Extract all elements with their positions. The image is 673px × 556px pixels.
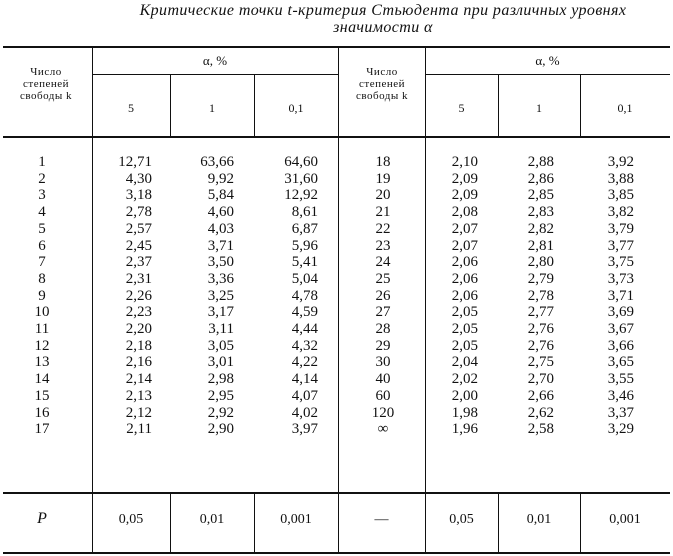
table-cell: 3,37	[607, 404, 634, 421]
table-cell: 26	[375, 287, 391, 304]
table-cell: 9	[38, 287, 46, 304]
v-rule-5	[425, 46, 426, 553]
table-cell: 2,75	[527, 354, 554, 371]
table-cell: 23	[375, 237, 391, 254]
table-cell: 4	[38, 204, 46, 221]
table-cell: 2,82	[527, 220, 554, 237]
table-cell: 12,92	[284, 187, 318, 204]
table-cell: 20	[375, 187, 391, 204]
table-cell: 3,69	[607, 304, 634, 321]
table-cell: 2,80	[527, 254, 554, 271]
header-level-5-left: 5	[128, 101, 134, 115]
table-cell: 16	[34, 404, 50, 421]
table-cell: 2,95	[207, 387, 234, 404]
header-level-1-left: 1	[209, 101, 215, 115]
table-cell: 13	[34, 354, 50, 371]
table-cell: 2,76	[527, 321, 554, 338]
footer-right-1: 0,01	[526, 512, 552, 527]
alpha-underline-right	[425, 74, 670, 75]
table-cell: 5,41	[291, 254, 318, 271]
table-cell: 2,26	[125, 287, 152, 304]
table-cell: 4,30	[125, 170, 152, 187]
table-cell: 3,11	[208, 321, 234, 338]
left-a1-column	[178, 154, 234, 438]
table-cell: 2,78	[125, 204, 152, 221]
table-cell: 3,36	[207, 270, 234, 287]
left-k-column	[20, 154, 64, 438]
table-cell: 4,03	[207, 220, 234, 237]
right-a1-column	[506, 154, 554, 438]
table-cell: 2,57	[125, 220, 152, 237]
table-cell: 2,08	[451, 204, 478, 221]
table-cell: 2,83	[527, 204, 554, 221]
header-level-5-right: 5	[458, 101, 465, 115]
table-cell: 2,13	[125, 387, 152, 404]
header-k-right: Число степеней свободы k	[355, 66, 409, 102]
table-cell: 3,92	[607, 154, 634, 170]
table-cell: 2,76	[527, 337, 554, 354]
table-cell: 2,77	[527, 304, 554, 321]
table-cell: 2,92	[207, 404, 234, 421]
table-cell: 5,04	[291, 270, 318, 287]
table-cell: 2,09	[451, 187, 478, 204]
table-cell: ∞	[377, 421, 389, 438]
table-cell: 25	[375, 270, 391, 287]
table-cell: 2,00	[451, 387, 478, 404]
table-cell: 2,05	[451, 304, 478, 321]
table-cell: 3,05	[207, 337, 234, 354]
table-cell: 3,67	[607, 321, 634, 338]
table-cell: 2,12	[125, 404, 152, 421]
table-cell: 4,60	[207, 204, 234, 221]
header-level-1-right: 1	[536, 101, 542, 115]
table-cell: 2,66	[527, 387, 554, 404]
table-cell: 4,02	[291, 404, 318, 421]
table-cell: 3,77	[607, 237, 634, 254]
footer-bottom-rule	[3, 552, 670, 554]
right-a01-column	[588, 154, 634, 438]
table-cell: 17	[34, 421, 50, 438]
table-cell: 4,78	[291, 287, 318, 304]
table-cell: 1,96	[451, 421, 478, 438]
table-cell: 40	[375, 371, 391, 388]
header-level-01-left: 0,1	[288, 101, 304, 115]
table-cell: 12,71	[118, 154, 152, 170]
table-cell: 2,05	[451, 321, 478, 338]
table-cell: 4,44	[291, 321, 318, 338]
table-cell: 3,71	[607, 287, 634, 304]
table-cell: 2,20	[125, 321, 152, 338]
table-cell: 3	[38, 187, 46, 204]
table-cell: 7	[38, 254, 46, 271]
table-cell: 2,18	[125, 337, 152, 354]
footer-left-01: 0,001	[280, 512, 312, 527]
header-level-01-right: 0,1	[617, 101, 633, 115]
table-cell: 4,22	[291, 354, 318, 371]
footer-top-rule	[3, 492, 670, 494]
table-cell: 22	[375, 220, 391, 237]
table-cell: 3,73	[607, 270, 634, 287]
table-cell: 120	[371, 404, 395, 421]
table-cell: 2,23	[125, 304, 152, 321]
table-cell: 12	[34, 337, 50, 354]
table-cell: 5	[38, 220, 46, 237]
table-cell: 2,45	[125, 237, 152, 254]
table-cell: 2,07	[451, 220, 478, 237]
table-cell: 2,79	[527, 270, 554, 287]
table-cell: 3,18	[125, 187, 152, 204]
footer-p-label: P	[37, 510, 47, 527]
table-cell: 2,06	[451, 254, 478, 271]
table-cell: 6,87	[291, 220, 318, 237]
table-cell: 4,14	[291, 371, 318, 388]
footer-dash: —	[374, 512, 389, 527]
table-cell: 3,75	[607, 254, 634, 271]
top-rule	[3, 46, 670, 48]
table-cell: 2,85	[527, 187, 554, 204]
table-cell: 2,98	[207, 371, 234, 388]
v-rule-1	[92, 46, 93, 553]
table-cell: 2,10	[451, 154, 478, 170]
table-cell: 3,71	[207, 237, 234, 254]
header-rule	[3, 136, 670, 138]
table-cell: 11	[34, 321, 50, 338]
table-cell: 5,96	[291, 237, 318, 254]
table-cell: 2,07	[451, 237, 478, 254]
table-cell: 3,25	[207, 287, 234, 304]
table-cell: 2,90	[207, 421, 234, 438]
alpha-underline-left	[92, 74, 338, 75]
left-a01-column	[262, 154, 318, 438]
table-cell: 4,59	[291, 304, 318, 321]
table-cell: 2,88	[527, 154, 554, 170]
table-cell: 3,85	[607, 187, 634, 204]
table-cell: 2,31	[125, 270, 152, 287]
table-cell: 2,62	[527, 404, 554, 421]
table-cell: 2,58	[527, 421, 554, 438]
table-title: Критические точки t-критерия Стьюдента при различных уровнях значимости α	[139, 2, 627, 36]
table-cell: 3,29	[607, 421, 634, 438]
table-cell: 2,11	[126, 421, 152, 438]
table-cell: 2,04	[451, 354, 478, 371]
table-cell: 2,06	[451, 287, 478, 304]
table-cell: 21	[375, 204, 391, 221]
table-cell: 4,07	[291, 387, 318, 404]
table-cell: 2,70	[527, 371, 554, 388]
table-cell: 60	[375, 387, 391, 404]
table-cell: 9,92	[207, 170, 234, 187]
table-cell: 29	[375, 337, 391, 354]
table-cell: 2,81	[527, 237, 554, 254]
header-k-left: Число степеней свободы k	[19, 66, 73, 102]
table-cell: 3,79	[607, 220, 634, 237]
table-cell: 8,61	[291, 204, 318, 221]
table-cell: 24	[375, 254, 391, 271]
table-cell: 2,09	[451, 170, 478, 187]
header-alpha-left: α, %	[202, 53, 228, 68]
table-cell: 27	[375, 304, 391, 321]
table-cell: 64,60	[284, 154, 318, 170]
table-cell: 3,01	[207, 354, 234, 371]
table-cell: 2,06	[451, 270, 478, 287]
table-cell: 3,97	[291, 421, 318, 438]
table-cell: 2,14	[125, 371, 152, 388]
table-cell: 31,60	[284, 170, 318, 187]
table-cell: 3,46	[607, 387, 634, 404]
table-cell: 3,55	[607, 371, 634, 388]
table-cell: 1,98	[451, 404, 478, 421]
table-cell: 6	[38, 237, 46, 254]
table-cell: 63,66	[200, 154, 234, 170]
left-a5-column	[100, 154, 152, 438]
table-cell: 30	[375, 354, 391, 371]
table-cell: 1	[38, 154, 46, 170]
table-cell: 4,32	[291, 337, 318, 354]
footer-left-1: 0,01	[199, 512, 225, 527]
table-cell: 19	[375, 170, 391, 187]
right-k-column	[358, 154, 408, 438]
footer-right-01: 0,001	[609, 512, 641, 527]
table-cell: 3,50	[207, 254, 234, 271]
footer-right-5: 0,05	[449, 512, 474, 527]
table-cell: 2	[38, 170, 46, 187]
table-cell: 2,02	[451, 371, 478, 388]
table-cell: 15	[34, 387, 50, 404]
table-cell: 10	[34, 304, 50, 321]
v-rule-4	[338, 46, 339, 553]
table-cell: 3,88	[607, 170, 634, 187]
table-cell: 3,17	[207, 304, 234, 321]
table-cell: 2,16	[125, 354, 152, 371]
table-cell: 2,86	[527, 170, 554, 187]
table-cell: 3,65	[607, 354, 634, 371]
right-a5-column	[432, 154, 478, 438]
table-cell: 5,84	[207, 187, 234, 204]
table-cell: 2,05	[451, 337, 478, 354]
table-cell: 14	[34, 371, 50, 388]
footer-left-5: 0,05	[118, 512, 144, 527]
table-cell: 3,82	[607, 204, 634, 221]
table-cell: 3,66	[607, 337, 634, 354]
table-cell: 2,78	[527, 287, 554, 304]
header-alpha-right: α, %	[535, 53, 560, 68]
table-cell: 18	[375, 154, 391, 170]
table-cell: 2,37	[125, 254, 152, 271]
table-cell: 8	[38, 270, 46, 287]
table-cell: 28	[375, 321, 391, 338]
